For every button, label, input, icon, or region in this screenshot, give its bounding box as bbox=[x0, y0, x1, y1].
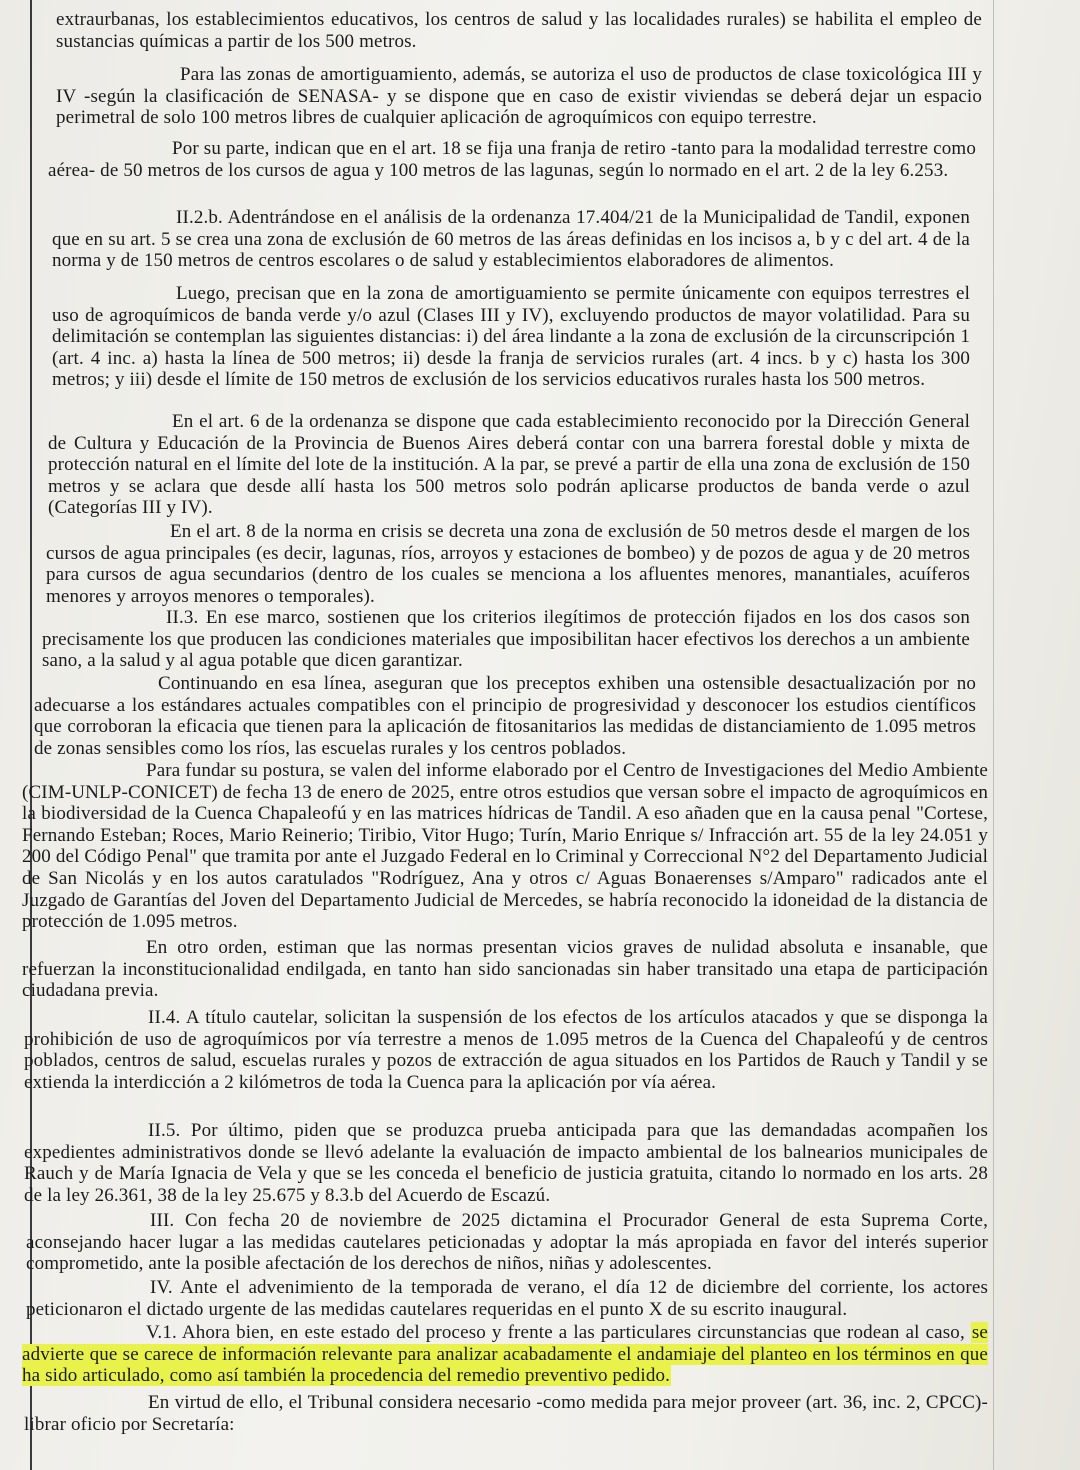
paragraph-9: Continuando en esa línea, aseguran que los preceptos exhiben una ostensible desactualización por no adecuarse a los estándares actuales compatibles con el principio de progresividad y desconocer los estudios científicos que corroboran la eficacia que tienen para la aplicación de fitosanitarios las medidas de distanciamiento de 1.095 metros de zonas sensibles como los ríos, las escuelas rurales y los centros poblados. bbox=[34, 673, 976, 759]
paragraph-2: Para las zonas de amortiguamiento, además, se autoriza el uso de productos de clase toxicológica III y IV -según la clasificación de SENASA- y se dispone que en caso de existir viviendas se deberá dejar un espacio perimetral de solo 100 metros libres de cualquier aplicación de agroquímicos con equipo terrestre. bbox=[56, 64, 982, 129]
paragraph-14: III. Con fecha 20 de noviembre de 2025 dictamina el Procurador General de esta Suprema Corte, aconsejando hacer lugar a las medidas cautelares peticionadas y adoptar la más apropiada en favor del interés superior comprometido, ante la posible afectación de los derechos de niños, niñas y adolescentes. bbox=[26, 1210, 988, 1275]
highlighted-text: se advierte que se carece de información relevante para analizar acabadamente el andamiaje del planteo en los términos en que ha sido articulado, como así también la procedencia del remedio preventivo pedido. bbox=[22, 1322, 988, 1387]
paragraph-12: II.4. A título cautelar, solicitan la suspensión de los efectos de los artículos atacados y que se disponga la prohibición de uso de agroquímicos por vía terrestre a menos de 1.095 metros de la Cuenca del Chapaleofú y de centros poblados, centros de salud, escuelas rurales y pozos de extracción de agua situados en los Partidos de Rauch y Tandil y se extienda la interdicción a 2 kilómetros de toda la Cuenca para la aplicación por vía aérea. bbox=[24, 1007, 988, 1093]
paragraph-17: En virtud de ello, el Tribunal considera necesario -como medida para mejor proveer (art. 36, inc. 2, CPCC)- librar oficio por Secretaría: bbox=[24, 1392, 988, 1435]
paragraph-15: IV. Ante el advenimiento de la temporada de verano, el día 12 de diciembre del corriente, los actores peticionaron el dictado urgente de las medidas cautelares requeridas en el punto X de su escrito inaugural. bbox=[26, 1277, 988, 1320]
paragraph-4: II.2.b. Adentrándose en el análisis de la ordenanza 17.404/21 de la Municipalidad de Tandil, exponen que en su art. 5 se crea una zona de exclusión de 60 metros de las áreas definidas en los incisos a, b y c del art. 4 de la norma y de 150 metros de centros escolares o de salud y establecimientos elaboradores de alimentos. bbox=[52, 207, 970, 272]
paragraph-3: Por su parte, indican que en el art. 18 se fija una franja de retiro -tanto para la modalidad terrestre como aérea- de 50 metros de los cursos de agua y 100 metros de las lagunas, según lo normado en el art. 2 de la ley 6.253. bbox=[48, 138, 976, 181]
paragraph-5: Luego, precisan que en la zona de amortiguamiento se permite únicamente con equipos terrestres el uso de agroquímicos de banda verde y/o azul (Clases III y IV), excluyendo productos de mayor volatilidad. Para su delimitación se contemplan las siguientes distancias: i) del área lindante a la zona de exclusión de la circunscripción 1 (art. 4 inc. a) hasta la línea de 500 metros; ii) desde la franja de servicios rurales (art. 4 incs. b y c) hasta los 300 metros; y iii) desde el límite de 150 metros de exclusión de los servicios educativos rurales hasta los 500 metros. bbox=[52, 283, 970, 391]
paragraph-13: II.5. Por último, piden que se produzca prueba anticipada para que las demandadas acompañen los expedientes administrativos donde se llevó adelante la evaluación de impacto ambiental de los balnearios municipales de Rauch y de María Ignacia de Vela y que se les conceda el beneficio de justicia gratuita, citando lo normado en los arts. 28 de la ley 26.361, 38 de la ley 25.675 y 8.3.b del Acuerdo de Escazú. bbox=[24, 1120, 988, 1206]
paragraph-6: En el art. 6 de la ordenanza se dispone que cada establecimiento reconocido por la Dirección General de Cultura y Educación de la Provincia de Buenos Aires deberá contar con una barrera forestal doble y mixta de protección natural en el límite del lote de la institución. A la par, se prevé a partir de ella una zona de exclusión de 150 metros y se aclara que desde allí hasta los 500 metros solo podrán aplicarse productos de banda verde o azul (Categorías III y IV). bbox=[48, 411, 970, 519]
right-margin-rule bbox=[993, 0, 994, 1470]
paragraph-10: Para fundar su postura, se valen del informe elaborado por el Centro de Investigaciones del Medio Ambiente (CIM-UNLP-CONICET) de fecha 13 de enero de 2025, entre otros estudios que versan sobre el impacto de agroquímicos en la biodiversidad de la Cuenca Chapaleofú y en las matrices hídricas de Tandil. A eso añaden que en la causa penal "Cortese, Fernando Esteban; Roces, Mario Reinerio; Tiribio, Vitor Hugo; Turín, Mario Enrique s/ Infracción art. 55 de la ley 24.051 y 200 del Código Penal" que tramita por ante el Juzgado Federal en lo Criminal y Correccional N°2 del Departamento Judicial de San Nicolás y en los autos caratulados "Rodríguez, Ana y otros c/ Aguas Bonaerenses s/Amparo" radicados ante el Juzgado de Garantías del Joven del Departamento Judicial de Mercedes, se habría reconocido la idoneidad de la distancia de protección de 1.095 metros. bbox=[22, 760, 988, 933]
paragraph-16-text: V.1. Ahora bien, en este estado del proceso y frente a las particulares circunstancias que rodean al caso, bbox=[146, 1322, 971, 1343]
paragraph-16 bbox=[22, 1322, 988, 1387]
paragraph-1: extraurbanas, los establecimientos educativos, los centros de salud y las localidades rurales) se habilita el empleo de sustancias químicas a partir de los 500 metros. bbox=[56, 9, 982, 52]
paragraph-7: En el art. 8 de la norma en crisis se decreta una zona de exclusión de 50 metros desde el margen de los cursos de agua principales (es decir, lagunas, ríos, arroyos y estaciones de bombeo) y de pozos de agua y de 20 metros para cursos de agua secundarios (dentro de los cuales se menciona a los afluentes menores, manantiales, acuíferos menores y arroyos menores o temporales). bbox=[46, 521, 970, 607]
paragraph-11: En otro orden, estiman que las normas presentan vicios graves de nulidad absoluta e insanable, que refuerzan la inconstitucionalidad endilgada, en tanto han sido sancionadas sin haber transitado una etapa de participación ciudadana previa. bbox=[22, 937, 988, 1002]
paragraph-8: II.3. En ese marco, sostienen que los criterios ilegítimos de protección fijados en los dos casos son precisamente los que producen las condiciones materiales que imposibilitan hacer efectivos los derechos a un ambiente sano, a la salud y al agua potable que dicen garantizar. bbox=[42, 607, 970, 672]
